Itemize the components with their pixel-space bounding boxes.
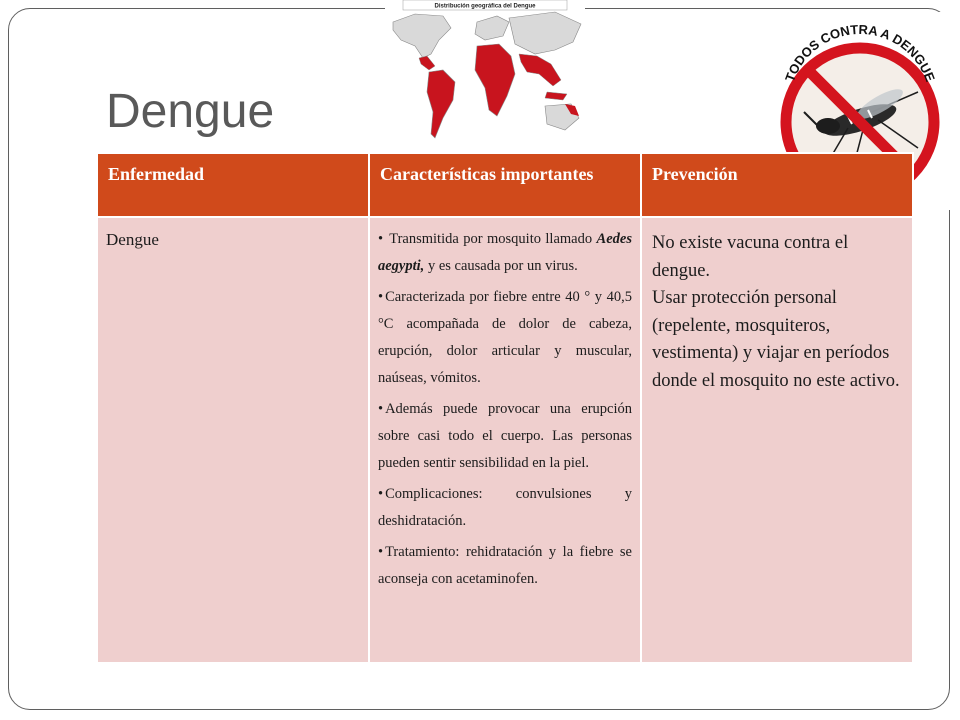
prevention-line: Usar protección personal (repelente, mosquiteros, vestimenta) y viajar en períodos donde el mosquito no este activo.: [652, 288, 900, 391]
characteristic-item: • Caracterizada por fiebre entre 40 ° y 40,5 °C acompañada de dolor de cabeza, erupción, dolor articular y muscular, naúseas, vómitos.: [378, 284, 632, 392]
table-row: [97, 217, 913, 663]
characteristic-item: • Además puede provocar una erupción sobre casi todo el cuerpo. Las personas pueden sentir sensibilidad en la piel.: [378, 396, 632, 477]
dengue-world-map: [385, 0, 585, 150]
map-caption: Distribución geográfica del Dengue: [434, 3, 536, 10]
characteristic-item: • Tratamiento: rehidratación y la fiebre se aconseja con acetaminofen.: [378, 539, 632, 593]
char-text-0a: Transmitida por mosquito llamado: [389, 231, 597, 247]
species-name: Aedes aegypti,: [378, 231, 632, 274]
logo-slogan: TODOS CONTRA A DENGUE: [782, 21, 938, 84]
header-prevention: Prevención: [641, 153, 913, 217]
disease-table: [96, 152, 914, 664]
cell-prevention: [641, 217, 913, 663]
header-disease: Enfermedad: [97, 153, 369, 217]
char-text-0b: y es causada por un virus.: [424, 258, 578, 274]
table-header-row: [97, 153, 913, 217]
characteristic-item: • Complicaciones: convulsiones y deshidratación.: [378, 481, 632, 535]
cell-disease: Dengue: [97, 217, 369, 663]
characteristic-item: [378, 226, 632, 280]
cell-characteristics: [369, 217, 641, 663]
slide-title: Dengue: [106, 85, 275, 138]
header-characteristics: Características importantes: [369, 153, 641, 217]
prevention-line: No existe vacuna contra el dengue.: [652, 233, 849, 281]
